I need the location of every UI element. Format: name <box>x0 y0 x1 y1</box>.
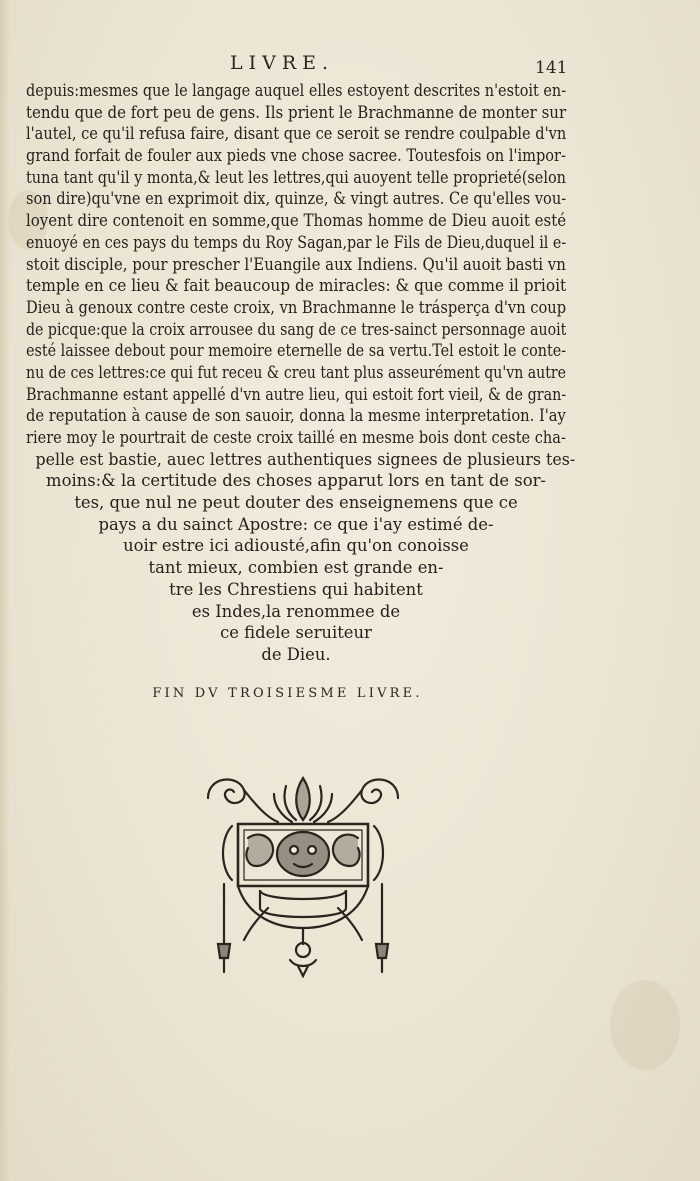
text-line: tendu que de fort peu de gens. Ils prient le Brachmanne de monter sur <box>26 102 567 122</box>
text-line: stoit disciple, pour prescher l'Euangile aux Indiens. Qu'il auoit basti vn <box>26 254 566 274</box>
taper-line: es Indes,la renommee de <box>191 601 401 621</box>
taper-line: pelle est bastie, auec lettres authentiques signees de plusieurs tes- <box>35 449 576 469</box>
text-line: loyent dire contenoit en somme,que Thomas homme de Dieu auoit esté <box>26 211 567 231</box>
taper-line: de Dieu. <box>261 644 331 664</box>
text-line: Dieu à genoux contre ceste croix, vn Brachmanne le trásperça d'vn coup <box>26 297 567 317</box>
page-gutter-shadow <box>0 0 10 1181</box>
page-header <box>0 52 700 82</box>
taper-line: ce fidele seruiteur <box>220 623 372 643</box>
text-line: temple en ce lieu & fait beaucoup de miracles: & que comme il prioit <box>26 276 567 296</box>
grotesque-mask-tailpiece-ornament-icon <box>198 768 408 978</box>
text-line: esté laissee debout pour memoire eternelle de sa vertu.Tel estoit le conte- <box>26 341 567 361</box>
text-line: tuna tant qu'il y monta,& leut les lettres,qui auoyent telle proprieté(selon <box>26 167 566 187</box>
taper-line: tes, que nul ne peut douter des enseignemens que ce <box>74 493 518 513</box>
text-line: enuoyé en ces pays du temps du Roy Sagan,par le Fils de Dieu,duquel il e- <box>26 232 567 252</box>
running-title: LIVRE. <box>230 52 335 74</box>
text-line: riere moy le pourtrait de ceste croix taillé en mesme bois dont ceste cha- <box>26 428 566 447</box>
taper-line: tre les Chrestiens qui habitent <box>169 579 423 599</box>
text-line: Brachmanne estant appellé d'vn autre lieu, qui estoit fort vieil, & de gran- <box>26 384 567 404</box>
text-line: son dire)qu'vne en exprimoit dix, quinze, & vingt autres. Ce qu'elles vou- <box>26 189 567 209</box>
paper-stain <box>610 980 680 1070</box>
text-line: l'autel, ce qu'il refusa faire, disant que ce seroit se rendre coulpable d'vn <box>26 124 567 144</box>
finis-heading: FIN DV TROISIESME LIVRE. <box>152 686 423 701</box>
text-line: de picque:que la croix arrousee du sang de ce tres-sainct personnage auoit <box>26 319 567 339</box>
taper-line: pays a du sainct Apostre: ce que i'ay estimé de- <box>98 514 494 534</box>
taper-line: moins:& la certitude des choses apparut lors en tant de sor- <box>46 471 546 491</box>
taper-line: tant mieux, combien est grande en- <box>148 558 444 578</box>
text-line: nu de ces lettres:ce qui fut receu & creu tant plus asseurément qu'vn autre <box>26 362 567 382</box>
body-text <box>26 80 576 666</box>
text-line: grand forfait de fouler aux pieds vne chose sacree. Toutesfois on l'impor- <box>26 146 566 166</box>
page-number: 141 <box>535 58 568 78</box>
bleed-through-text <box>420 760 700 960</box>
taper-line: uoir estre ici adiousté,afin qu'on conoisse <box>123 536 469 556</box>
text-line: de reputation à cause de son sauoir, donna la mesme interpretation. I'ay <box>26 406 566 426</box>
text-line: depuis:mesmes que le langage auquel elles estoyent descrites n'estoit en- <box>26 81 567 100</box>
